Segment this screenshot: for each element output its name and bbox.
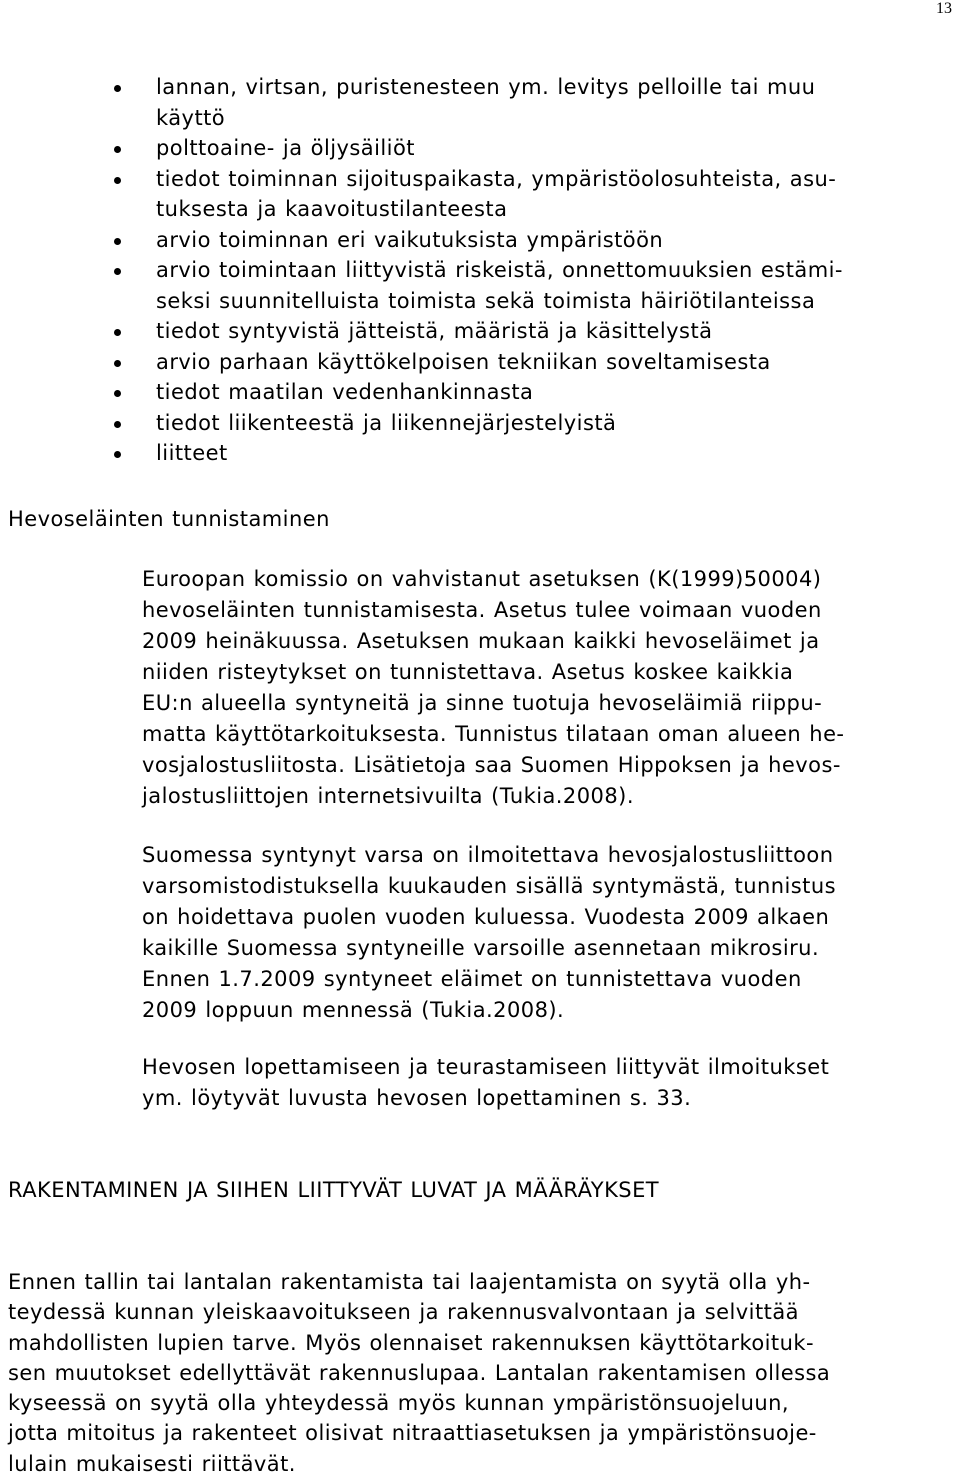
bullet-icon <box>114 329 121 336</box>
list-item <box>110 255 950 316</box>
list-item-text: tuksesta ja kaavoitustilanteesta <box>156 197 508 221</box>
paragraph-line: on hoidettava puolen vuoden kuluessa. Vuodesta 2009 alkaen <box>142 905 830 929</box>
bullet-icon <box>114 360 121 367</box>
list-item-text: seksi suunnitelluista toimista sekä toimista häiriötilanteissa <box>156 288 816 313</box>
paragraph-horse-slaughter <box>142 1052 954 1114</box>
paragraph-line: kaikille Suomessa syntyneille varsoille asennetaan mikrosiru. <box>142 936 820 960</box>
paragraph-line: EU:n alueella syntyneitä ja sinne tuotuja hevoseläimiä riippu- <box>142 691 823 715</box>
list-item <box>110 225 950 256</box>
list-item-text: käyttö <box>156 105 226 130</box>
list-item-text: arvio toiminnan eri vaikutuksista ympäristöön <box>156 227 664 252</box>
paragraph-line: Hevosen lopettamiseen ja teurastamiseen liittyvät ilmoitukset <box>142 1055 830 1079</box>
paragraph-line: kyseessä on syytä olla yhteydessä myös kunnan ympäristönsuojeluun, <box>8 1391 790 1416</box>
list-item-text: lannan, virtsan, puristenesteen ym. levitys pelloille tai muu <box>156 75 816 99</box>
paragraph-line: 2009 heinäkuussa. Asetuksen mukaan kaikki hevoseläimet ja <box>142 629 820 653</box>
paragraph-line: jotta mitoitus ja rakenteet olisivat nitraattiasetuksen ja ympäristönsuoje- <box>8 1421 817 1446</box>
list-item-text: liitteet <box>156 441 228 465</box>
bullet-icon <box>114 85 121 92</box>
paragraph-line: varsomistodistuksella kuukauden sisällä syntymästä, tunnistus <box>142 874 836 898</box>
paragraph-line: teydessä kunnan yleiskaavoitukseen ja rakennusvalvontaan ja selvittää <box>8 1300 799 1325</box>
page-number: 13 <box>936 0 952 17</box>
paragraph-line: Suomessa syntynyt varsa on ilmoitettava hevosjalostusliittoon <box>142 843 834 867</box>
list-item-text: arvio toimintaan liittyvistä riskeistä, onnettomuuksien estämi- <box>156 258 843 282</box>
bullet-icon <box>114 421 121 428</box>
list-item-text: tiedot syntyvistä jätteistä, määristä ja käsittelystä <box>156 319 713 343</box>
paragraph-construction <box>8 1267 953 1479</box>
bullet-icon <box>114 238 121 245</box>
requirements-bullet-list <box>110 72 950 469</box>
list-item <box>110 72 950 133</box>
list-item <box>110 133 950 164</box>
paragraph-line: Ennen 1.7.2009 syntyneet eläimet on tunnistettava vuoden <box>142 967 802 991</box>
paragraph-line: lulain mukaisesti riittävät. <box>8 1451 296 1476</box>
section-heading-horse-identification: Hevoseläinten tunnistaminen <box>8 507 330 531</box>
bullet-icon <box>114 268 121 275</box>
bullet-icon <box>114 177 121 184</box>
paragraph-line: mahdollisten lupien tarve. Myös olennaiset rakennuksen käyttötarkoituk- <box>8 1330 814 1355</box>
list-item <box>110 377 950 408</box>
section-heading-construction-permits: RAKENTAMINEN JA SIIHEN LIITTYVÄT LUVAT JA MÄÄRÄYKSET <box>8 1178 660 1202</box>
list-item-text: tiedot liikenteestä ja liikennejärjestelyistä <box>156 410 617 435</box>
paragraph-line: hevoseläinten tunnistamisesta. Asetus tulee voimaan vuoden <box>142 598 822 622</box>
paragraph-line: Euroopan komissio on vahvistanut asetuksen (K(1999)50004) <box>142 567 822 591</box>
list-item <box>110 408 950 439</box>
paragraph-eu-regulation <box>142 564 954 812</box>
paragraph-line: sen muutokset edellyttävät rakennuslupaa. Lantalan rakentamisen ollessa <box>8 1360 831 1385</box>
list-item <box>110 347 950 378</box>
paragraph-line: niiden risteytykset on tunnistettava. Asetus koskee kaikkia <box>142 660 794 684</box>
paragraph-line: vosjalostusliitosta. Lisätietoja saa Suomen Hippoksen ja hevos- <box>142 753 841 777</box>
bullet-icon <box>114 390 121 397</box>
paragraph-line: Ennen tallin tai lantalan rakentamista tai laajentamista on syytä olla yh- <box>8 1270 811 1294</box>
list-item-text: tiedot toiminnan sijoituspaikasta, ympäristöolosuhteista, asu- <box>156 166 837 191</box>
list-item <box>110 438 950 469</box>
paragraph-foal-registration <box>142 840 954 1026</box>
paragraph-line: matta käyttötarkoituksesta. Tunnistus tilataan oman alueen he- <box>142 722 845 746</box>
list-item <box>110 164 950 225</box>
bullet-icon <box>114 146 121 153</box>
paragraph-line: 2009 loppuun mennessä (Tukia.2008). <box>142 998 565 1022</box>
bullet-icon <box>114 451 121 458</box>
paragraph-line: jalostusliittojen internetsivuilta (Tukia.2008). <box>142 784 634 808</box>
list-item-text: polttoaine- ja öljysäiliöt <box>156 136 415 160</box>
list-item <box>110 316 950 347</box>
paragraph-line: ym. löytyvät luvusta hevosen lopettaminen s. 33. <box>142 1086 692 1110</box>
list-item-text: arvio parhaan käyttökelpoisen tekniikan soveltamisesta <box>156 349 771 374</box>
list-item-text: tiedot maatilan vedenhankinnasta <box>156 380 534 404</box>
